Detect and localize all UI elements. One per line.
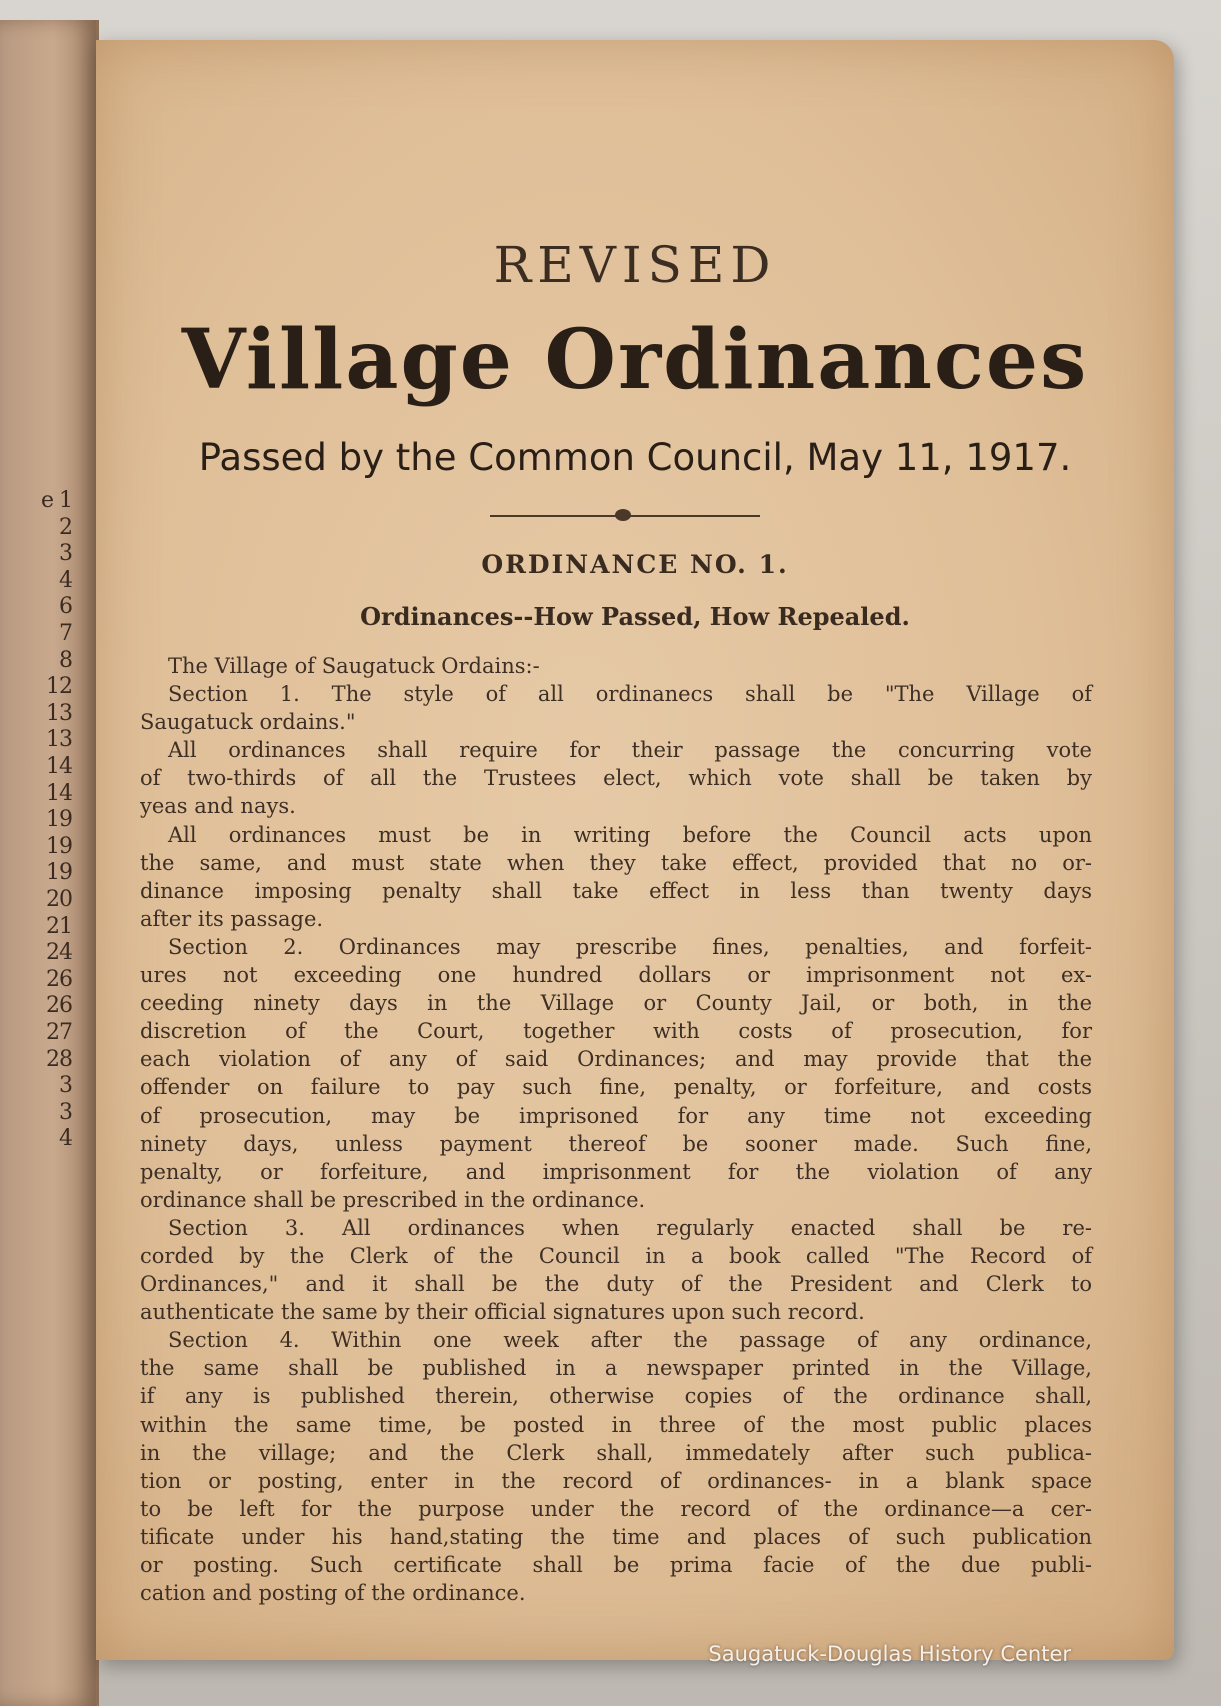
ordinance-title: ORDINANCE NO. 1. xyxy=(481,550,789,579)
margin-page-number: 27 xyxy=(46,1020,72,1045)
body-text-line: after its passage. xyxy=(140,906,324,931)
body-text-line: discretion of the Court, together with costs of prosecution, for xyxy=(140,1019,1092,1044)
heading-revised: REVISED xyxy=(493,236,777,294)
margin-page-number: e 1 xyxy=(40,488,72,513)
margin-page-number: 19 xyxy=(46,807,72,833)
margin-page-number: 13 xyxy=(46,700,72,726)
margin-page-number: 19 xyxy=(46,860,72,886)
margin-page-number: 26 xyxy=(46,966,72,992)
body-text-line: tion or posting, enter in the record of ordinances- in a blank space xyxy=(140,1468,1092,1493)
margin-page-number: 12 xyxy=(46,674,72,700)
margin-page-number: 4 xyxy=(59,1126,72,1152)
body-text-line: corded by the Clerk of the Council in a book called "The Record of xyxy=(140,1243,1092,1268)
margin-page-number: 28 xyxy=(46,1046,72,1072)
watermark-credit: Saugatuck-Douglas History Center xyxy=(708,1642,1071,1666)
page-subtitle: Passed by the Common Council, May 11, 1917. xyxy=(198,436,1072,479)
margin-page-number: 24 xyxy=(46,940,72,966)
ordinance-body xyxy=(140,652,1092,1607)
ordinance-subtitle: Ordinances--How Passed, How Repealed. xyxy=(360,602,910,631)
body-text-line: dinance imposing penalty shall take effect in less than twenty days xyxy=(140,878,1092,903)
body-text-line: yeas and nays. xyxy=(140,794,296,819)
body-text-line: ceeding ninety days in the Village or County Jail, or both, in the xyxy=(140,991,1092,1016)
body-text-line: in the village; and the Clerk shall, immedately after such publica- xyxy=(140,1440,1092,1465)
margin-page-number: 3 xyxy=(59,1099,72,1125)
margin-page-number: 21 xyxy=(46,913,72,939)
margin-page-number: 14 xyxy=(46,754,72,779)
body-text-line: tificate under his hand,stating the time and places of such publication xyxy=(140,1524,1092,1549)
body-text-line: to be left for the purpose under the record of the ordinance—a cer- xyxy=(140,1496,1092,1521)
document-page xyxy=(96,40,1174,1660)
margin-page-number: 3 xyxy=(59,541,72,567)
margin-page-number: 3 xyxy=(59,1073,72,1099)
body-text-line: ordinance shall be prescribed in the ordinance. xyxy=(140,1187,646,1212)
margin-page-number: 6 xyxy=(59,594,72,620)
body-text-line: Section 2. Ordinances may prescribe fines, penalties, and forfeit- xyxy=(168,934,1092,959)
body-text-line: offender on failure to pay such fine, penalty, or forfeiture, and costs xyxy=(140,1075,1092,1100)
body-text-line: each violation of any of said Ordinances; and may provide that the xyxy=(140,1047,1092,1072)
margin-page-number: 4 xyxy=(59,567,72,593)
body-text-line: of prosecution, may be imprisoned for any time not exceeding xyxy=(140,1103,1092,1128)
body-text-line: All ordinances shall require for their passage the concurring vote xyxy=(168,738,1092,763)
body-text-line: of two-thirds of all the Trustees elect, which vote shall be taken by xyxy=(140,766,1092,791)
body-text-line: cation and posting of the ordinance. xyxy=(140,1581,526,1606)
body-text-line: the same shall be published in a newspaper printed in the Village, xyxy=(140,1356,1092,1381)
margin-page-number: 19 xyxy=(46,833,72,859)
rule-ornament-icon xyxy=(615,509,631,521)
previous-page-edge xyxy=(0,20,99,1706)
margin-page-number: 13 xyxy=(46,727,72,753)
body-text-line: if any is published therein, otherwise copies of the ordinance shall, xyxy=(140,1384,1092,1409)
page-title: Village Ordinances xyxy=(181,312,1089,408)
body-text-line: The Village of Saugatuck Ordains:- xyxy=(168,654,540,678)
margin-page-number: 7 xyxy=(59,621,72,646)
margin-page-number: 14 xyxy=(46,780,72,806)
margin-page-number: 20 xyxy=(46,887,72,912)
body-text-line: Ordinances," and it shall be the duty of the President and Clerk to xyxy=(140,1272,1092,1297)
body-text-line: authenticate the same by their official signatures upon such record. xyxy=(140,1300,865,1325)
body-text-line: the same, and must state when they take effect, provided that no or- xyxy=(140,850,1092,875)
body-text-line: within the same time, be posted in three of the most public places xyxy=(140,1412,1092,1437)
body-text-line: penalty, or forfeiture, and imprisonment for the violation of any xyxy=(140,1159,1092,1184)
body-text-line: Section 4. Within one week after the passage of any ordinance, xyxy=(168,1328,1092,1353)
body-text-line: Section 1. The style of all ordinanecs shall be "The Village of xyxy=(168,682,1092,707)
body-text-line: ninety days, unless payment thereof be sooner made. Such fine, xyxy=(140,1131,1092,1156)
body-text-line: or posting. Such certificate shall be prima facie of the due publi- xyxy=(140,1553,1092,1577)
body-text-line: Saugatuck ordains." xyxy=(140,710,356,735)
body-text-line: All ordinances must be in writing before the Council acts upon xyxy=(168,822,1092,847)
body-text-line: Section 3. All ordinances when regularly enacted shall be re- xyxy=(168,1215,1092,1240)
margin-page-number: 2 xyxy=(59,514,72,540)
margin-page-number: 26 xyxy=(46,993,72,1019)
body-text-line: ures not exceeding one hundred dollars or imprisonment not ex- xyxy=(140,963,1092,988)
margin-page-number: 8 xyxy=(59,647,72,673)
